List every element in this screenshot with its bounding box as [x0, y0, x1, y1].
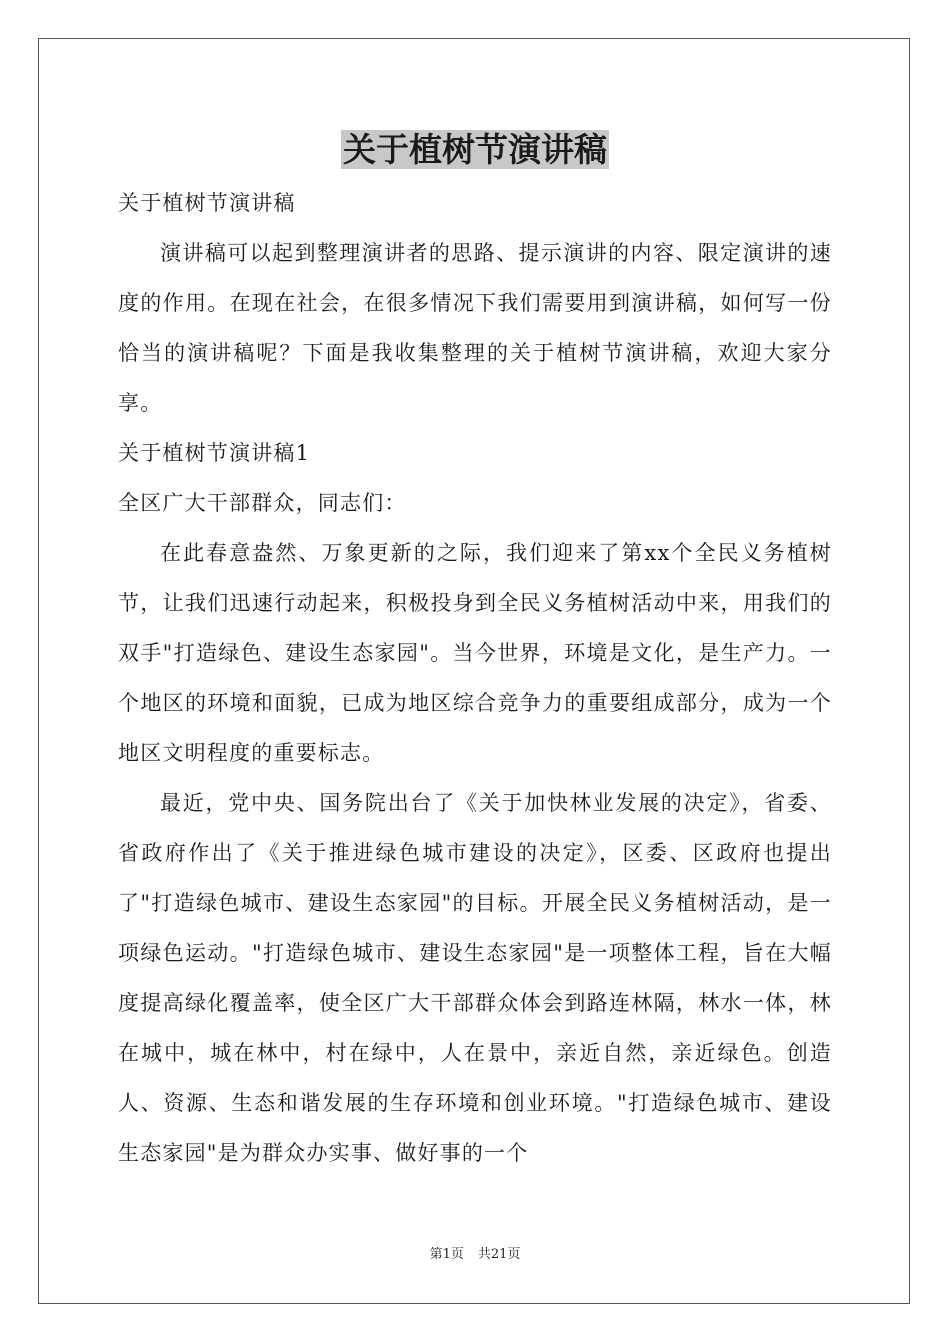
body-paragraph: 最近，党中央、国务院出台了《关于加快林业发展的决定》，省委、省政府作出了《关于推进绿色城市建设的决定》，区委、区政府也提出了"打造绿色城市、建设生态家园"的目标。开展全民义务植树活动，是一项绿色运动。"打造绿色城市、建设生态家园"是一项整体工程，旨在大幅度提高绿化覆盖率，使全区广大干部群众体会到路连林隔，林水一体，林在城中，城在林中，村在绿中，人在景中，亲近自然，亲近绿色。创造人、资源、生态和谐发展的生存环境和创业环境。"打造绿色城市、建设生态家园"是为群众办实事、做好事的一个: [118, 791, 832, 1165]
document-body: [118, 178, 832, 1178]
page-footer: [0, 1246, 950, 1264]
salutation: 全区广大干部群众，同志们：: [118, 491, 407, 515]
intro-paragraph: 演讲稿可以起到整理演讲者的思路、提示演讲的内容、限定演讲的速度的作用。在现在社会，在很多情况下我们需要用到演讲稿，如何写一份恰当的演讲稿呢？下面是我收集整理的关于植树节演讲稿，欢迎大家分享。: [118, 241, 832, 415]
document-title-text: 关于植树节演讲稿: [343, 130, 607, 169]
speech-heading: 关于植树节演讲稿1: [118, 441, 311, 465]
document-title: [0, 128, 950, 172]
body-paragraph: 在此春意盎然、万象更新的之际，我们迎来了第xx个全民义务植树节，让我们迅速行动起来，积极投身到全民义务植树活动中来，用我们的双手"打造绿色、建设生态家园"。当今世界，环境是文化，是生产力。一个地区的环境和面貌，已成为地区综合竞争力的重要组成部分，成为一个地区文明程度的重要标志。: [118, 541, 832, 765]
section-heading: 关于植树节演讲稿: [118, 191, 296, 215]
page-number: 第1页: [429, 1247, 464, 1262]
page-total: 共21页: [477, 1247, 521, 1262]
